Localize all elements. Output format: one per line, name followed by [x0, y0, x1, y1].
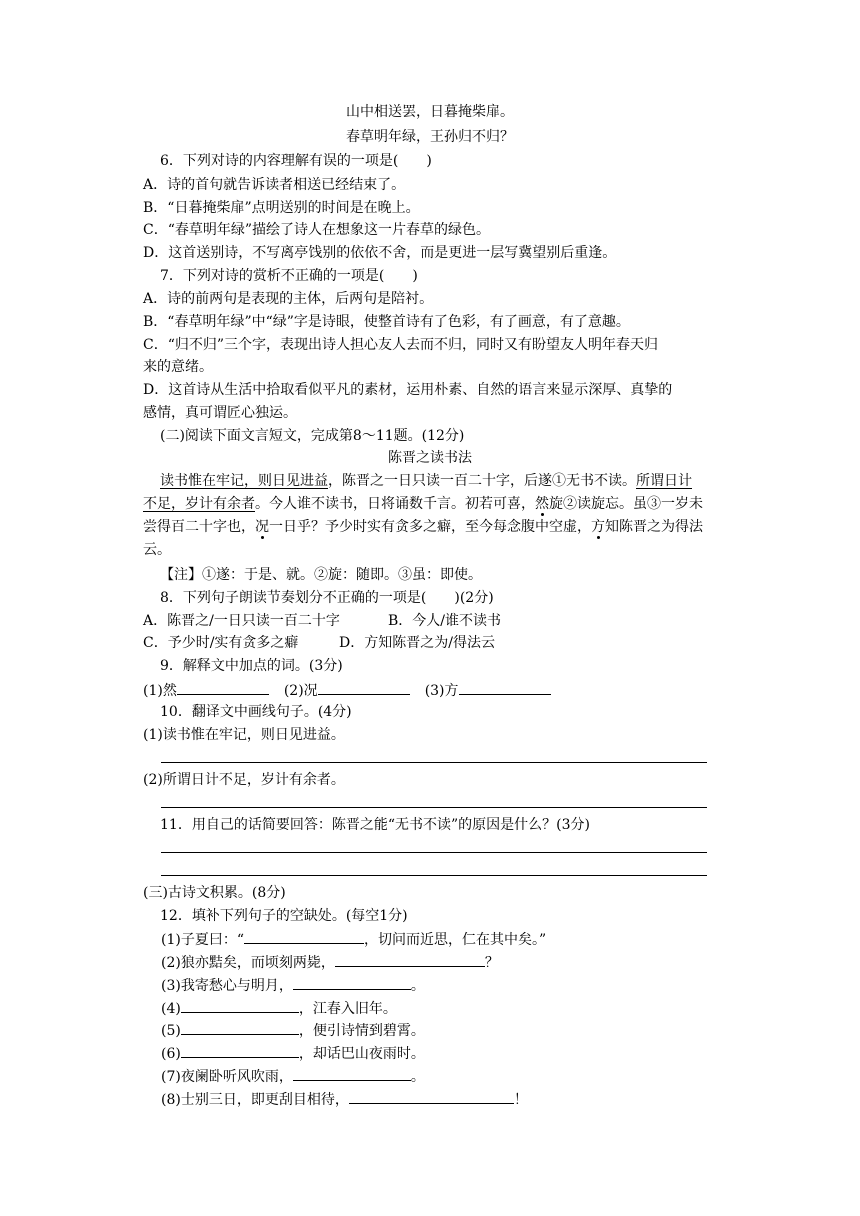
- q12-item-4-text: ，江春入旧年。: [298, 1001, 397, 1017]
- q12-stem: 12．填补下列句子的空缺处。(每空1分): [160, 908, 408, 924]
- q10-stem: 10．翻译文中画线句子。(4分): [160, 704, 352, 720]
- section-3-heading: (三)古诗文积累。(8分): [143, 885, 286, 901]
- section-2-heading: (二)阅读下面文言短文，完成第8～11题。(12分): [160, 428, 465, 444]
- q12-item-8-text: (8)士别三日，即更刮目相待，: [161, 1092, 349, 1108]
- poem-line-4: 春草明年绿，王孙归不归？: [346, 129, 514, 145]
- passage-text: 一日乎？予少时实有贪多之癖，至今每念腹中空虚，: [269, 519, 591, 535]
- dotted-word-fang: 方: [591, 519, 605, 535]
- q12-blank-6[interactable]: [181, 1043, 299, 1058]
- q12-blank-4[interactable]: [181, 998, 299, 1013]
- passage-text: 旋②读旋忘。虽③一岁未: [549, 496, 703, 512]
- q6-option-c: C．“春草明年绿”描绘了诗人在想象这一片春草的绿色。: [143, 222, 491, 238]
- passage-note: 【注】①遂：于是、就。②旋：随即。③虽：即使。: [160, 567, 482, 583]
- q8-option-c: C．予少时/实有贪多之癖: [143, 635, 299, 651]
- dotted-word-kuang: 况: [255, 519, 269, 535]
- q12-item-6: [161, 1043, 425, 1063]
- q8-stem: 8．下列句子朗读节奏划分不正确的一项是( )(2分): [160, 590, 494, 606]
- passage-text: 知陈晋之为得法: [605, 519, 703, 535]
- q12-item-2-text: ？: [484, 955, 499, 971]
- q8-options-row-1: [143, 612, 501, 630]
- q9-word-1: (1)然: [143, 683, 177, 699]
- q7-option-d-cont: 感情，真可谓匠心独运。: [143, 405, 297, 421]
- q9-blanks: [143, 680, 551, 700]
- q8-options-row-2: [143, 634, 495, 652]
- q11-stem: 11．用自己的话简要回答：陈晋之能“无书不读”的原因是什么？(3分): [160, 817, 590, 833]
- q6-stem: 6．下列对诗的内容理解有误的一项是( ): [160, 153, 432, 169]
- q12-item-3-text: 。: [410, 978, 425, 994]
- q9-blank-3[interactable]: [459, 680, 551, 695]
- q12-blank-5[interactable]: [181, 1020, 299, 1035]
- q7-option-b: B．“春草明年绿”中“绿”字是诗眼，使整首诗有了色彩，有了画意，有了意趣。: [143, 314, 630, 330]
- q12-item-3: [161, 975, 425, 995]
- q12-item-6-text: ，却话巴山夜雨时。: [298, 1046, 425, 1062]
- q7-stem: 7．下列对诗的赏析不正确的一项是( ): [160, 268, 418, 284]
- dotted-word-ran: 然: [535, 496, 549, 512]
- q9-stem: 9．解释文中加点的词。(3分): [160, 658, 343, 674]
- q12-blank-3[interactable]: [293, 975, 411, 990]
- passage-text: ，陈晋之一日只读一百二十字，后遂①无书不读。: [328, 473, 636, 489]
- passage-line-1: [160, 472, 692, 490]
- q12-item-7: [161, 1066, 425, 1086]
- q12-item-7-text: (7)夜阑卧听风吹雨，: [161, 1069, 293, 1085]
- q11-answer-line-1[interactable]: [161, 852, 707, 853]
- q7-option-d: D．这首诗从生活中拾取看似平凡的素材，运用朴素、自然的语言来显示深厚、真挚的: [143, 382, 673, 398]
- q10-answer-line-2[interactable]: [161, 807, 707, 808]
- passage-line-3: [143, 518, 703, 536]
- q11-answer-line-2[interactable]: [161, 875, 707, 876]
- q12-item-4-text: (4): [161, 1001, 181, 1017]
- q9-blank-2[interactable]: [318, 680, 410, 695]
- q12-item-8: [161, 1089, 528, 1109]
- q12-item-5-text: (5): [161, 1023, 181, 1039]
- q12-item-1-text: (1)子夏曰：“: [161, 932, 244, 948]
- q12-blank-8[interactable]: [349, 1089, 514, 1104]
- q12-blank-1[interactable]: [244, 929, 364, 944]
- q12-item-1: [161, 929, 546, 949]
- passage-line-2: [143, 495, 703, 513]
- passage-text: 。今人谁不读书，日将诵数千言。初若可喜，: [255, 496, 535, 512]
- q12-item-2: [161, 952, 499, 972]
- q12-item-5-text: ，便引诗情到碧霄。: [298, 1023, 425, 1039]
- q6-option-d: D．这首送别诗，不写离亭饯别的依依不舍，而是更进一层写冀望别后重逢。: [143, 245, 617, 261]
- q12-item-4: [161, 998, 397, 1018]
- q12-blank-2[interactable]: [335, 952, 485, 967]
- underlined-sentence-2: 所谓日计: [636, 473, 692, 489]
- passage-title: 陈晋之读书法: [388, 450, 472, 466]
- q8-option-a: A．陈晋之/一日只读一百二十字: [143, 613, 340, 629]
- passage-line-4: 云。: [143, 542, 171, 558]
- q9-word-2: (2)况: [283, 683, 318, 699]
- q12-item-3-text: (3)我寄愁心与明月，: [161, 978, 293, 994]
- q12-item-6-text: (6): [161, 1046, 181, 1062]
- q10-answer-line-1[interactable]: [161, 762, 707, 763]
- underlined-sentence-1: 读书惟在牢记，则日见进益: [160, 473, 328, 489]
- poem-line-3: 山中相送罢，日暮掩柴扉。: [346, 104, 514, 120]
- q6-option-b: B．“日暮掩柴扉”点明送别的时间是在晚上。: [143, 200, 420, 216]
- q7-option-c: C．“归不归”三个字，表现出诗人担心友人去而不归，同时又有盼望友人明年春天归: [143, 337, 659, 353]
- q12-item-8-text: ！: [513, 1092, 528, 1108]
- q7-option-a: A．诗的前两句是表现的主体，后两句是陪衬。: [143, 291, 434, 307]
- q7-option-c-cont: 来的意绪。: [143, 359, 213, 375]
- q12-item-2-text: (2)狼亦黠矣，而顷刻两毙，: [161, 955, 335, 971]
- q10-sentence-1: (1)读书惟在牢记，则日见进益。: [143, 727, 345, 743]
- q12-item-5: [161, 1020, 425, 1040]
- q9-blank-1[interactable]: [177, 680, 269, 695]
- q10-sentence-2: (2)所谓日计不足，岁计有余者。: [143, 772, 345, 788]
- q9-word-3: (3)方: [424, 683, 459, 699]
- passage-text: 尝得百二十字也，: [143, 519, 255, 535]
- underlined-sentence-2-cont: 不足，岁计有余者: [143, 496, 255, 512]
- q8-option-b: B．今人/谁不读书: [388, 613, 502, 629]
- q12-blank-7[interactable]: [293, 1066, 411, 1081]
- q8-option-d: D．方知陈晋之为/得法云: [339, 635, 495, 651]
- q6-option-a: A．诗的首句就告诉读者相送已经结束了。: [143, 177, 406, 193]
- q12-item-1-text: ，切问而近思，仁在其中矣。”: [364, 932, 547, 948]
- q12-item-7-text: 。: [410, 1069, 425, 1085]
